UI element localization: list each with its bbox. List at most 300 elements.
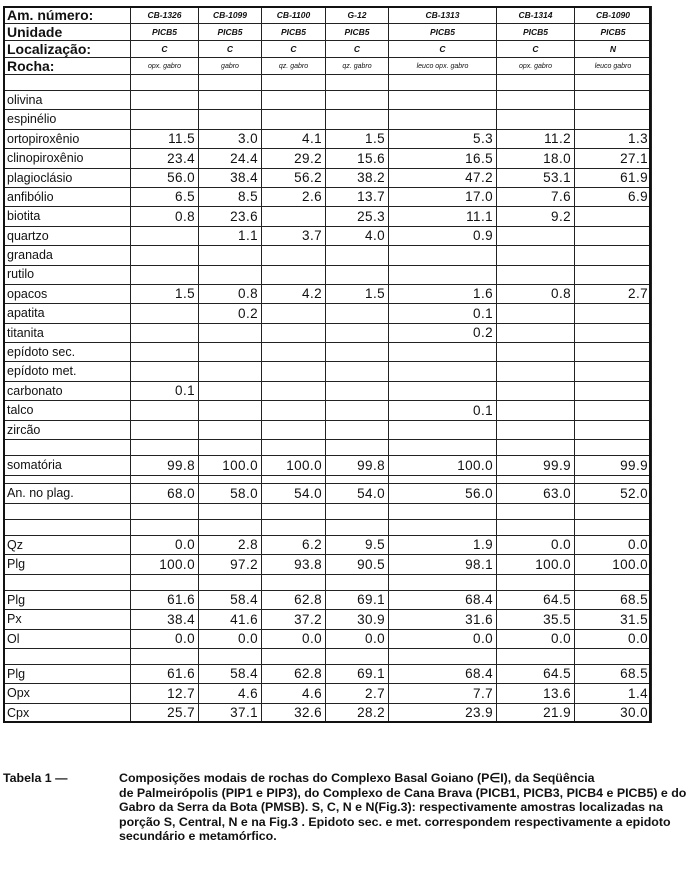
value-cell: 6.5 [131, 187, 199, 206]
value-cell [575, 362, 652, 381]
empty-cell [575, 75, 652, 91]
header-cell: PICB5 [389, 24, 497, 41]
empty-cell [575, 440, 652, 456]
value-cell: 0.0 [326, 629, 389, 648]
plg-opx-cpx-row [4, 684, 652, 703]
value-cell: 18.0 [497, 149, 575, 168]
value-cell: 56.0 [389, 484, 497, 504]
empty-cell [497, 75, 575, 91]
value-cell: 0.0 [199, 629, 262, 648]
header-label: Am. número: [4, 7, 131, 24]
value-cell: 1.4 [575, 684, 652, 703]
value-cell [326, 323, 389, 342]
value-cell [575, 420, 652, 439]
value-cell [262, 207, 326, 226]
empty-cell [4, 440, 131, 456]
location-row [4, 41, 652, 58]
table-body [4, 7, 652, 723]
value-cell: 13.7 [326, 187, 389, 206]
empty-cell [199, 476, 262, 484]
value-cell: 37.1 [199, 703, 262, 722]
value-cell: 25.7 [131, 703, 199, 722]
value-cell: 1.1 [199, 226, 262, 245]
value-cell [326, 110, 389, 129]
value-cell [326, 304, 389, 323]
value-cell: 62.8 [262, 664, 326, 683]
value-cell: 58.4 [199, 664, 262, 683]
value-cell: 0.8 [131, 207, 199, 226]
row-label: epídoto met. [4, 362, 131, 381]
value-cell: 1.3 [575, 129, 652, 148]
header-cell: N [575, 41, 652, 58]
value-cell: 56.0 [131, 168, 199, 187]
value-cell: 68.5 [575, 664, 652, 683]
empty-cell [199, 504, 262, 520]
value-cell: 64.5 [497, 590, 575, 609]
spacer-row [4, 520, 652, 536]
value-cell [497, 401, 575, 420]
caption-first-line: Composições modais de rochas do Complexo Basal Goiano (P∈I), da Seqüência [119, 771, 595, 785]
empty-cell [131, 504, 199, 520]
mineral-row [4, 226, 652, 245]
empty-cell [326, 648, 389, 664]
value-cell: 5.3 [389, 129, 497, 148]
row-label: Opx [4, 684, 131, 703]
plg-opx-cpx-row [4, 664, 652, 683]
value-cell: 64.5 [497, 664, 575, 683]
value-cell: 69.1 [326, 590, 389, 609]
spacer-row [4, 574, 652, 590]
empty-cell [389, 440, 497, 456]
mineral-row [4, 129, 652, 148]
value-cell: 0.0 [131, 536, 199, 555]
value-cell: 7.6 [497, 187, 575, 206]
value-cell: 90.5 [326, 555, 389, 574]
unit-row [4, 24, 652, 41]
value-cell [389, 362, 497, 381]
total-row [4, 456, 652, 476]
value-cell [575, 304, 652, 323]
value-cell: 0.0 [262, 629, 326, 648]
value-cell: 100.0 [497, 555, 575, 574]
spacer-row [4, 504, 652, 520]
value-cell: 9.2 [497, 207, 575, 226]
row-label: somatória [4, 456, 131, 476]
value-cell: 25.3 [326, 207, 389, 226]
value-cell: 6.2 [262, 536, 326, 555]
value-cell [575, 401, 652, 420]
value-cell [497, 246, 575, 265]
empty-cell [131, 648, 199, 664]
plg-px-ol-row [4, 610, 652, 629]
value-cell [575, 110, 652, 129]
header-label: Localização: [4, 41, 131, 58]
value-cell: 0.2 [389, 323, 497, 342]
value-cell: 100.0 [262, 456, 326, 476]
value-cell: 23.9 [389, 703, 497, 722]
empty-cell [575, 574, 652, 590]
header-cell: PICB5 [199, 24, 262, 41]
value-cell: 4.1 [262, 129, 326, 148]
value-cell [262, 265, 326, 284]
value-cell: 99.8 [131, 456, 199, 476]
empty-cell [4, 504, 131, 520]
row-label: epídoto sec. [4, 343, 131, 362]
empty-cell [199, 440, 262, 456]
empty-cell [389, 574, 497, 590]
header-cell: qz. gabro [326, 58, 389, 75]
value-cell [575, 246, 652, 265]
value-cell: 31.5 [575, 610, 652, 629]
value-cell: 4.2 [262, 284, 326, 303]
value-cell: 99.9 [575, 456, 652, 476]
value-cell [497, 304, 575, 323]
empty-cell [131, 574, 199, 590]
value-cell: 99.8 [326, 456, 389, 476]
value-cell [389, 110, 497, 129]
value-cell: 21.9 [497, 703, 575, 722]
value-cell: 69.1 [326, 664, 389, 683]
value-cell: 97.2 [199, 555, 262, 574]
qz-plg-row [4, 555, 652, 574]
empty-cell [262, 648, 326, 664]
row-label: olivina [4, 91, 131, 110]
mineral-row [4, 187, 652, 206]
value-cell [326, 381, 389, 400]
value-cell: 9.5 [326, 536, 389, 555]
caption-tag: Tabela 1 — [3, 771, 68, 785]
value-cell: 56.2 [262, 168, 326, 187]
value-cell [575, 207, 652, 226]
value-cell: 32.6 [262, 703, 326, 722]
value-cell [575, 381, 652, 400]
value-cell [131, 323, 199, 342]
row-label: quartzo [4, 226, 131, 245]
value-cell: 0.2 [199, 304, 262, 323]
value-cell: 24.4 [199, 149, 262, 168]
value-cell [131, 343, 199, 362]
value-cell: 0.1 [389, 304, 497, 323]
header-cell: PICB5 [131, 24, 199, 41]
value-cell: 35.5 [497, 610, 575, 629]
empty-cell [575, 476, 652, 484]
value-cell [497, 381, 575, 400]
empty-cell [326, 75, 389, 91]
modal-composition-table [3, 6, 652, 723]
value-cell: 100.0 [389, 456, 497, 476]
empty-cell [262, 504, 326, 520]
plg-opx-cpx-row [4, 703, 652, 722]
value-cell [199, 323, 262, 342]
empty-cell [389, 75, 497, 91]
empty-cell [199, 75, 262, 91]
value-cell [131, 91, 199, 110]
empty-cell [497, 504, 575, 520]
header-cell: C [497, 41, 575, 58]
value-cell: 2.6 [262, 187, 326, 206]
header-cell: CB-1314 [497, 7, 575, 24]
value-cell [326, 91, 389, 110]
header-cell: opx. gabro [497, 58, 575, 75]
caption-body: de Palmeirópolis (PIP1 e PIP3), do Complexo de Cana Brava (PICB1, PICB3, PICB4 e PICB5) e do Gabro da Serra da Bota (PMSB). S, C, N e N(Fig.3): respectivamente amostras localizadas na porção S, Central, N e na Fig.3 . Epidoto sec. e met. correspondem respectivamente a epidoto secundário e metamórfico. [119, 785, 687, 843]
value-cell: 8.5 [199, 187, 262, 206]
mineral-row [4, 207, 652, 226]
value-cell: 1.6 [389, 284, 497, 303]
value-cell [497, 362, 575, 381]
header-cell: CB-1326 [131, 7, 199, 24]
empty-cell [131, 75, 199, 91]
empty-cell [389, 648, 497, 664]
value-cell: 0.0 [497, 536, 575, 555]
empty-cell [262, 75, 326, 91]
plg-px-ol-row [4, 590, 652, 609]
empty-cell [497, 440, 575, 456]
value-cell: 68.5 [575, 590, 652, 609]
value-cell [131, 362, 199, 381]
value-cell: 29.2 [262, 149, 326, 168]
row-label: Cpx [4, 703, 131, 722]
row-label: Ol [4, 629, 131, 648]
value-cell: 63.0 [497, 484, 575, 504]
value-cell: 100.0 [575, 555, 652, 574]
value-cell: 53.1 [497, 168, 575, 187]
empty-cell [4, 476, 131, 484]
value-cell: 4.0 [326, 226, 389, 245]
value-cell: 93.8 [262, 555, 326, 574]
value-cell: 4.6 [199, 684, 262, 703]
row-label: talco [4, 401, 131, 420]
header-label: Rocha: [4, 58, 131, 75]
value-cell [575, 91, 652, 110]
value-cell: 1.5 [326, 129, 389, 148]
spacer-row [4, 75, 652, 91]
empty-cell [262, 440, 326, 456]
value-cell [199, 362, 262, 381]
spacer-row [4, 476, 652, 484]
value-cell: 0.0 [575, 536, 652, 555]
table-caption [3, 771, 687, 844]
rock-row [4, 58, 652, 75]
empty-cell [199, 574, 262, 590]
value-cell [199, 246, 262, 265]
value-cell: 31.6 [389, 610, 497, 629]
empty-cell [497, 574, 575, 590]
value-cell: 61.6 [131, 590, 199, 609]
empty-cell [4, 648, 131, 664]
value-cell: 30.9 [326, 610, 389, 629]
value-cell: 3.7 [262, 226, 326, 245]
value-cell: 13.6 [497, 684, 575, 703]
value-cell: 0.1 [131, 381, 199, 400]
row-label: Plg [4, 664, 131, 683]
value-cell [262, 246, 326, 265]
mineral-row [4, 168, 652, 187]
row-label: espinélio [4, 110, 131, 129]
value-cell [199, 110, 262, 129]
value-cell: 15.6 [326, 149, 389, 168]
value-cell: 0.8 [497, 284, 575, 303]
row-label: Plg [4, 590, 131, 609]
empty-cell [497, 648, 575, 664]
value-cell: 11.2 [497, 129, 575, 148]
mineral-row [4, 246, 652, 265]
empty-cell [326, 574, 389, 590]
row-label: biotita [4, 207, 131, 226]
value-cell: 2.8 [199, 536, 262, 555]
value-cell [199, 91, 262, 110]
value-cell: 58.4 [199, 590, 262, 609]
row-label: apatita [4, 304, 131, 323]
header-cell: PICB5 [326, 24, 389, 41]
empty-cell [131, 520, 199, 536]
value-cell: 1.5 [131, 284, 199, 303]
value-cell [389, 343, 497, 362]
empty-cell [389, 504, 497, 520]
value-cell: 38.2 [326, 168, 389, 187]
empty-cell [575, 504, 652, 520]
empty-cell [497, 520, 575, 536]
spacer-row [4, 440, 652, 456]
empty-cell [4, 520, 131, 536]
header-cell: PICB5 [575, 24, 652, 41]
mineral-row [4, 265, 652, 284]
header-cell: leuco gabro [575, 58, 652, 75]
value-cell: 52.0 [575, 484, 652, 504]
mineral-row [4, 149, 652, 168]
value-cell: 2.7 [326, 684, 389, 703]
value-cell [262, 420, 326, 439]
value-cell: 38.4 [131, 610, 199, 629]
header-cell: C [131, 41, 199, 58]
header-cell: leuco opx. gabro [389, 58, 497, 75]
empty-cell [575, 520, 652, 536]
value-cell: 28.2 [326, 703, 389, 722]
value-cell [326, 246, 389, 265]
value-cell: 0.8 [199, 284, 262, 303]
row-label: clinopiroxênio [4, 149, 131, 168]
value-cell: 58.0 [199, 484, 262, 504]
value-cell [575, 323, 652, 342]
empty-cell [199, 520, 262, 536]
value-cell [326, 401, 389, 420]
mineral-row [4, 110, 652, 129]
empty-cell [389, 476, 497, 484]
row-label: anfibólio [4, 187, 131, 206]
value-cell: 37.2 [262, 610, 326, 629]
header-label: Unidade [4, 24, 131, 41]
empty-cell [326, 440, 389, 456]
empty-cell [326, 504, 389, 520]
header-cell: C [199, 41, 262, 58]
value-cell: 23.4 [131, 149, 199, 168]
value-cell [262, 91, 326, 110]
empty-cell [575, 648, 652, 664]
row-label: Px [4, 610, 131, 629]
header-cell: CB-1090 [575, 7, 652, 24]
header-cell: C [262, 41, 326, 58]
value-cell [497, 343, 575, 362]
header-cell: G-12 [326, 7, 389, 24]
value-cell: 2.7 [575, 284, 652, 303]
mineral-row [4, 420, 652, 439]
value-cell [497, 323, 575, 342]
modal-composition-table-sheet [3, 6, 651, 723]
mineral-row [4, 323, 652, 342]
value-cell [389, 420, 497, 439]
value-cell: 16.5 [389, 149, 497, 168]
row-label: plagioclásio [4, 168, 131, 187]
value-cell: 68.4 [389, 664, 497, 683]
row-label: opacos [4, 284, 131, 303]
value-cell: 98.1 [389, 555, 497, 574]
value-cell [131, 246, 199, 265]
value-cell: 1.9 [389, 536, 497, 555]
value-cell [262, 110, 326, 129]
mineral-row [4, 304, 652, 323]
value-cell [262, 343, 326, 362]
header-cell: qz. gabro [262, 58, 326, 75]
empty-cell [497, 476, 575, 484]
value-cell [326, 343, 389, 362]
header-cell: gabro [199, 58, 262, 75]
mineral-row [4, 362, 652, 381]
header-cell: PICB5 [497, 24, 575, 41]
header-cell: C [389, 41, 497, 58]
empty-cell [262, 476, 326, 484]
value-cell [199, 343, 262, 362]
value-cell: 23.6 [199, 207, 262, 226]
an-plag-row [4, 484, 652, 504]
value-cell: 100.0 [131, 555, 199, 574]
value-cell [389, 265, 497, 284]
qz-plg-row [4, 536, 652, 555]
value-cell: 62.8 [262, 590, 326, 609]
value-cell [497, 110, 575, 129]
value-cell: 11.5 [131, 129, 199, 148]
value-cell: 38.4 [199, 168, 262, 187]
value-cell [262, 304, 326, 323]
mineral-row [4, 381, 652, 400]
row-label: titanita [4, 323, 131, 342]
value-cell [326, 420, 389, 439]
value-cell [497, 265, 575, 284]
value-cell: 61.9 [575, 168, 652, 187]
value-cell [497, 91, 575, 110]
value-cell [389, 91, 497, 110]
value-cell: 68.0 [131, 484, 199, 504]
empty-cell [4, 574, 131, 590]
value-cell [326, 265, 389, 284]
value-cell: 0.1 [389, 401, 497, 420]
value-cell [199, 420, 262, 439]
header-cell: CB-1099 [199, 7, 262, 24]
empty-cell [199, 648, 262, 664]
value-cell [575, 343, 652, 362]
value-cell [199, 381, 262, 400]
empty-cell [326, 520, 389, 536]
value-cell: 41.6 [199, 610, 262, 629]
value-cell [326, 362, 389, 381]
mineral-row [4, 91, 652, 110]
row-label: granada [4, 246, 131, 265]
row-label: rutilo [4, 265, 131, 284]
value-cell: 54.0 [326, 484, 389, 504]
value-cell: 0.0 [497, 629, 575, 648]
value-cell [262, 381, 326, 400]
mineral-row [4, 343, 652, 362]
header-cell: C [326, 41, 389, 58]
value-cell: 100.0 [199, 456, 262, 476]
